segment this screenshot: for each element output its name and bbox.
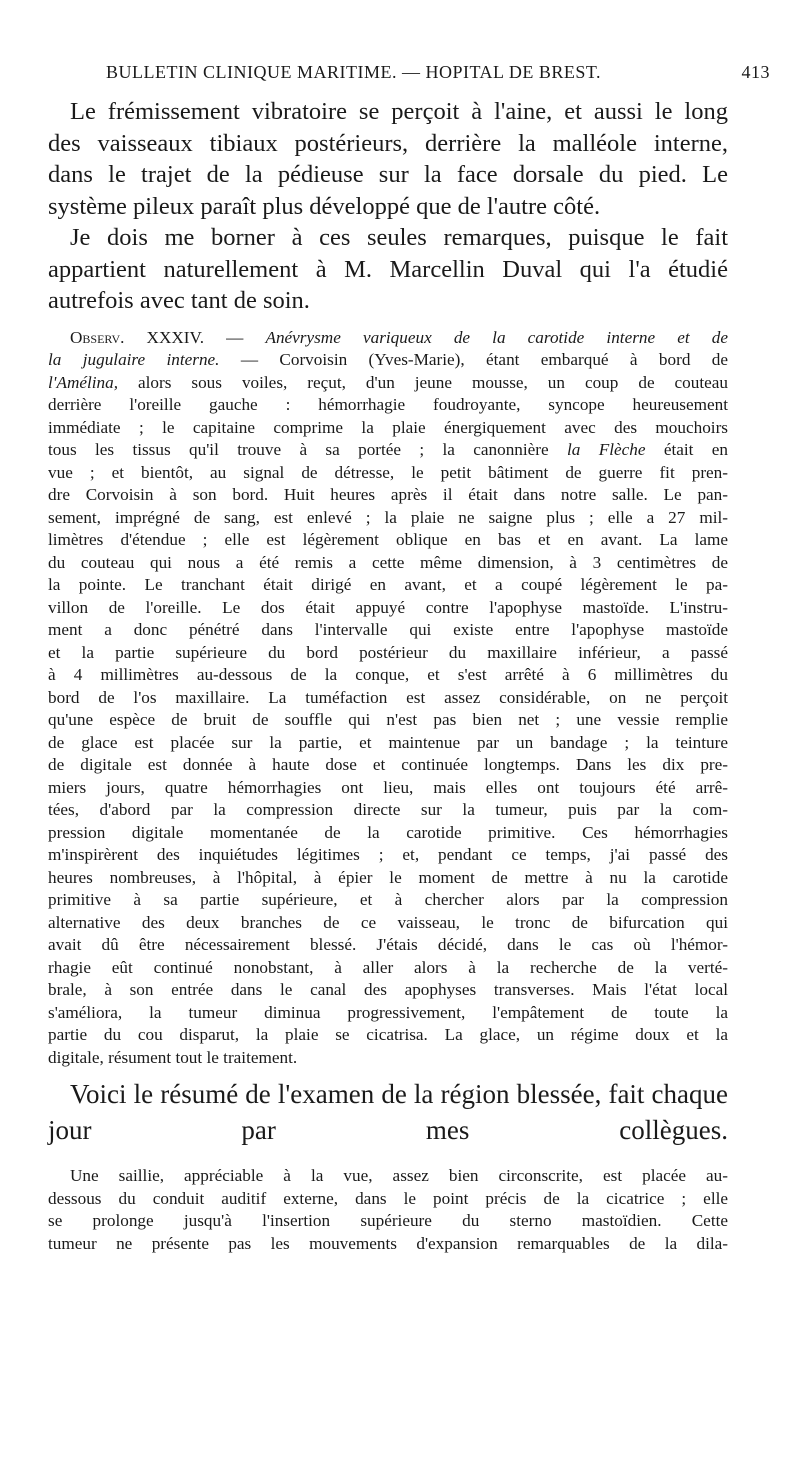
observation-line: s'améliora, la tumeur diminua progressivement, l'empâtement de toute la — [48, 1002, 728, 1022]
intro-line: Je dois me borner à ces seules remarques, puisque le fait — [70, 224, 728, 251]
observation-line: avait dû être nécessairement blessé. J'étais décidé, dans le cas où l'hémor- — [48, 935, 728, 954]
ship-name: l'Amélina, — [48, 372, 119, 392]
observation-line: heures nombreuses, à l'hôpital, à épier le moment de mettre à nu la carotide — [48, 867, 728, 887]
observation-line: brale, à son entrée dans le canal des apophyses transverses. Mais l'état local — [48, 980, 728, 999]
observation-line: bord de l'os maxillaire. La tuméfaction est assez considérable, on ne perçoit — [48, 687, 728, 707]
observation-line: alternative des deux branches de ce vaisseau, le tronc de bifurcation qui — [48, 912, 728, 932]
intro-line: des vaisseaux tibiaux postérieurs, derrière la malléole interne, — [48, 129, 728, 157]
intro-line: dans le trajet de la pédieuse sur la face dorsale du pied. Le — [48, 161, 728, 188]
final-line: Une saillie, appréciable à la vue, assez bien circonscrite, est placée au- — [70, 1166, 728, 1185]
observation-line — [48, 439, 728, 461]
observation-line: de digitale est donnée à haute dose et continuée longtemps. Dans les dix pre- — [48, 755, 728, 774]
observation-line — [48, 372, 728, 394]
observation-line: tées, d'abord par la compression directe sur la tumeur, puis par la com- — [48, 800, 728, 819]
observation-heading-line — [48, 327, 728, 349]
observation-line: derrière l'oreille gauche : hémorrhagie foudroyante, syncope heureusement — [48, 395, 728, 414]
observation-line: ment a donc pénétré dans l'intervalle qui existe entre l'apophyse mastoïde — [48, 620, 728, 639]
observation-title: Anévrysme variqueux de la carotide interne et de — [265, 328, 728, 347]
intro-line: autrefois avec tant de soin. — [48, 287, 310, 314]
observation-line: de glace est placée sur la partie, et maintenue par un bandage ; la teinture — [48, 732, 728, 752]
intro-line: système pileux paraît plus développé que de l'autre côté. — [48, 192, 601, 220]
observation-line: m'inspirèrent des inquiétudes légitimes ; et, pendant ce temps, j'ai passé des — [48, 845, 728, 864]
observation-title-cont: la jugulaire interne. — [48, 350, 220, 369]
observation-line: du couteau qui nous a été remis a cette même dimension, à 3 centimètres de — [48, 552, 728, 572]
intro-line: appartient naturellement à M. Marcellin Duval qui l'a étudié — [48, 255, 728, 283]
observation-line: primitive à sa partie supérieure, et à chercher alors par la compression — [48, 890, 728, 909]
observation-text: — Corvoisin (Yves-Marie), étant embarqué à bord de — [240, 350, 729, 369]
running-header — [90, 62, 770, 83]
running-title: BULLETIN CLINIQUE MARITIME. — HOPITAL DE BREST. — [106, 62, 602, 82]
observation-line: qu'une espèce de bruit de souffle qui n'est pas bien net ; une vessie remplie — [48, 710, 728, 729]
observation-label: Observ. XXXIV. — — [70, 328, 244, 347]
observation-text: alors sous voiles, reçut, d'un jeune mousse, un coup de couteau — [138, 372, 728, 392]
observation-line — [48, 349, 728, 371]
observation-line: vue ; et bientôt, au signal de détresse, le petit bâtiment de guerre fit pren- — [48, 462, 728, 482]
section-heading-line: jour par mes collègues. — [48, 1115, 728, 1145]
observation-line: villon de l'oreille. Le dos était appuyé contre l'apophyse mastoïde. L'instru- — [48, 597, 728, 617]
section-heading-line: Voici le résumé de l'examen de la région blessée, fait chaque — [70, 1079, 728, 1109]
observation-line: partie du cou disparut, la plaie se cicatrisa. La glace, un régime doux et la — [48, 1025, 728, 1044]
observation-line: la pointe. Le tranchant était dirigé en avant, et a coupé légèrement le pa- — [48, 575, 728, 594]
final-line: tumeur ne présente pas les mouvements d'expansion remarquables de la dila- — [48, 1233, 728, 1253]
observation-line: pression digitale momentanée de la carotide primitive. Ces hémorrhagies — [48, 822, 728, 842]
page-number: 413 — [741, 62, 770, 82]
observation-line: miers jours, quatre hémorrhagies ont lieu, mais elles ont toujours été arrê- — [48, 777, 728, 797]
observation-line: immédiate ; le capitaine comprime la plaie énergiquement avec des mouchoirs — [48, 417, 728, 437]
observation-line: digitale, résument tout le traitement. — [48, 1047, 298, 1067]
observation-line: à 4 millimètres au-dessous de la conque, et s'est arrêté à 6 millimètres du — [48, 665, 728, 684]
observation-line: et la partie supérieure du bord postérieur du maxillaire inférieur, a passé — [48, 642, 728, 662]
observation-line: rhagie eût continué nonobstant, à aller alors à la recherche de la verté- — [48, 957, 728, 977]
observation-line: limètres d'étendue ; elle est légèrement oblique en bas et en avant. La lame — [48, 530, 728, 549]
observation-line: sement, imprégné de sang, est enlevé ; la plaie ne saigne plus ; elle a 27 mil- — [48, 507, 728, 527]
final-line: dessous du conduit auditif externe, dans le point précis de la cicatrice ; elle — [48, 1188, 728, 1208]
gunboat-name: la Flèche — [567, 440, 646, 459]
observation-text: tous les tissus qu'il trouve à sa portée ; la canonnière — [48, 440, 549, 459]
final-line: se prolonge jusqu'à l'insertion supérieure du sterno mastoïdien. Cette — [48, 1211, 728, 1230]
intro-line: Le frémissement vibratoire se perçoit à l'aine, et aussi le long — [70, 98, 728, 125]
observation-text: était en — [663, 440, 729, 459]
observation-line: dre Corvoisin à son bord. Huit heures après il était dans notre salle. Le pan- — [48, 485, 728, 504]
